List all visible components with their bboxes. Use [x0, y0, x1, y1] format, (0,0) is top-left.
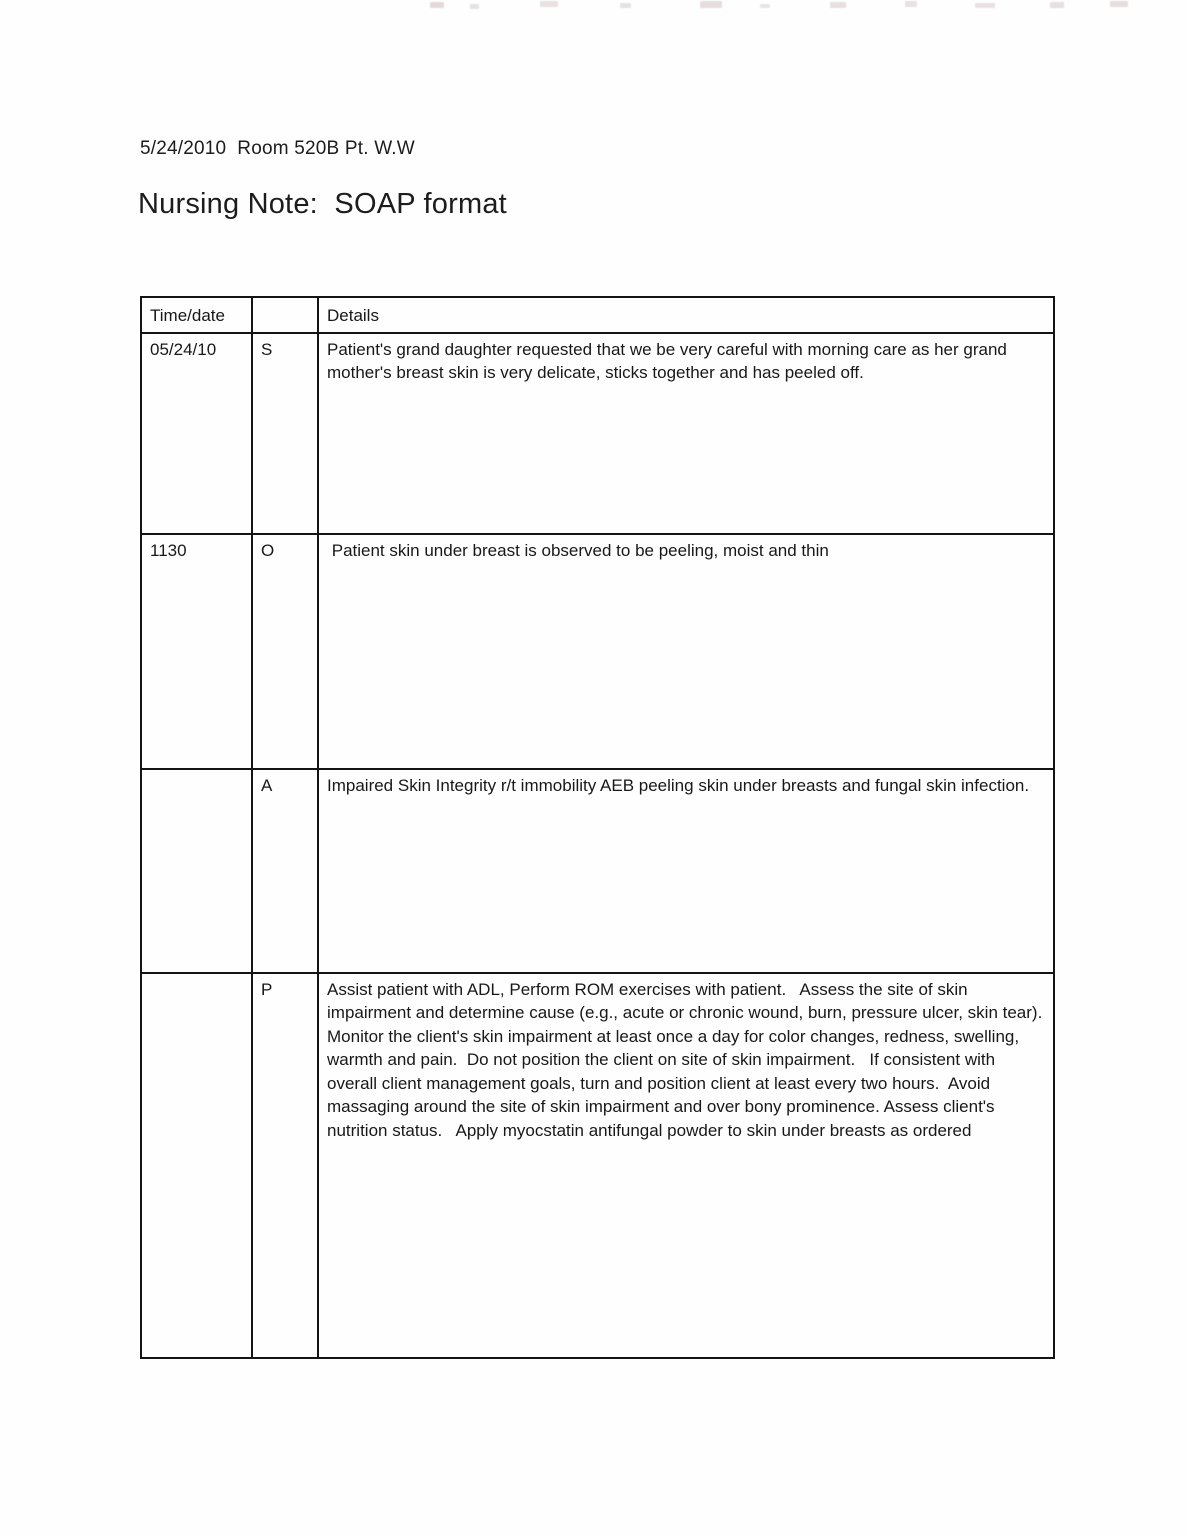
- soap-code-cell: A: [252, 769, 318, 973]
- soap-code-cell: O: [252, 534, 318, 769]
- column-header-code: [252, 297, 318, 333]
- time-date-cell: [141, 973, 252, 1358]
- soap-code-cell: P: [252, 973, 318, 1358]
- soap-note-table: [140, 296, 1055, 1359]
- page-title: Nursing Note: SOAP format: [138, 188, 507, 220]
- details-cell: Patient's grand daughter requested that we be very careful with morning care as her grand mother's breast skin is very delicate, sticks together and has peeled off.: [318, 333, 1054, 534]
- details-cell: Assist patient with ADL, Perform ROM exercises with patient. Assess the site of skin impairment and determine cause (e.g., acute or chronic wound, burn, pressure ulcer, skin tear). Monitor the client's skin impairment at least once a day for color changes, redness, swelling, warmth and pain. Do not position the client on site of skin impairment. If consistent with overall client management goals, turn and position client at least every two hours. Avoid massaging around the site of skin impairment and over bony prominence. Assess client's nutrition status. Apply myocstatin antifungal powder to skin under breasts as ordered: [318, 973, 1054, 1358]
- table-header-row: [141, 297, 1054, 333]
- document-header-line: 5/24/2010 Room 520B Pt. W.W: [140, 138, 415, 159]
- table-row-assessment: [141, 769, 1054, 973]
- table-row-plan: [141, 973, 1054, 1358]
- time-date-cell: 1130: [141, 534, 252, 769]
- details-cell: Impaired Skin Integrity r/t immobility AEB peeling skin under breasts and fungal skin infection.: [318, 769, 1054, 973]
- column-header-time-date: Time/date: [141, 297, 252, 333]
- time-date-cell: [141, 769, 252, 973]
- scan-noise-artifact: [0, 0, 1187, 14]
- soap-code-cell: S: [252, 333, 318, 534]
- table-row-objective: [141, 534, 1054, 769]
- column-header-details: Details: [318, 297, 1054, 333]
- details-cell: Patient skin under breast is observed to be peeling, moist and thin: [318, 534, 1054, 769]
- table-row-subjective: [141, 333, 1054, 534]
- time-date-cell: 05/24/10: [141, 333, 252, 534]
